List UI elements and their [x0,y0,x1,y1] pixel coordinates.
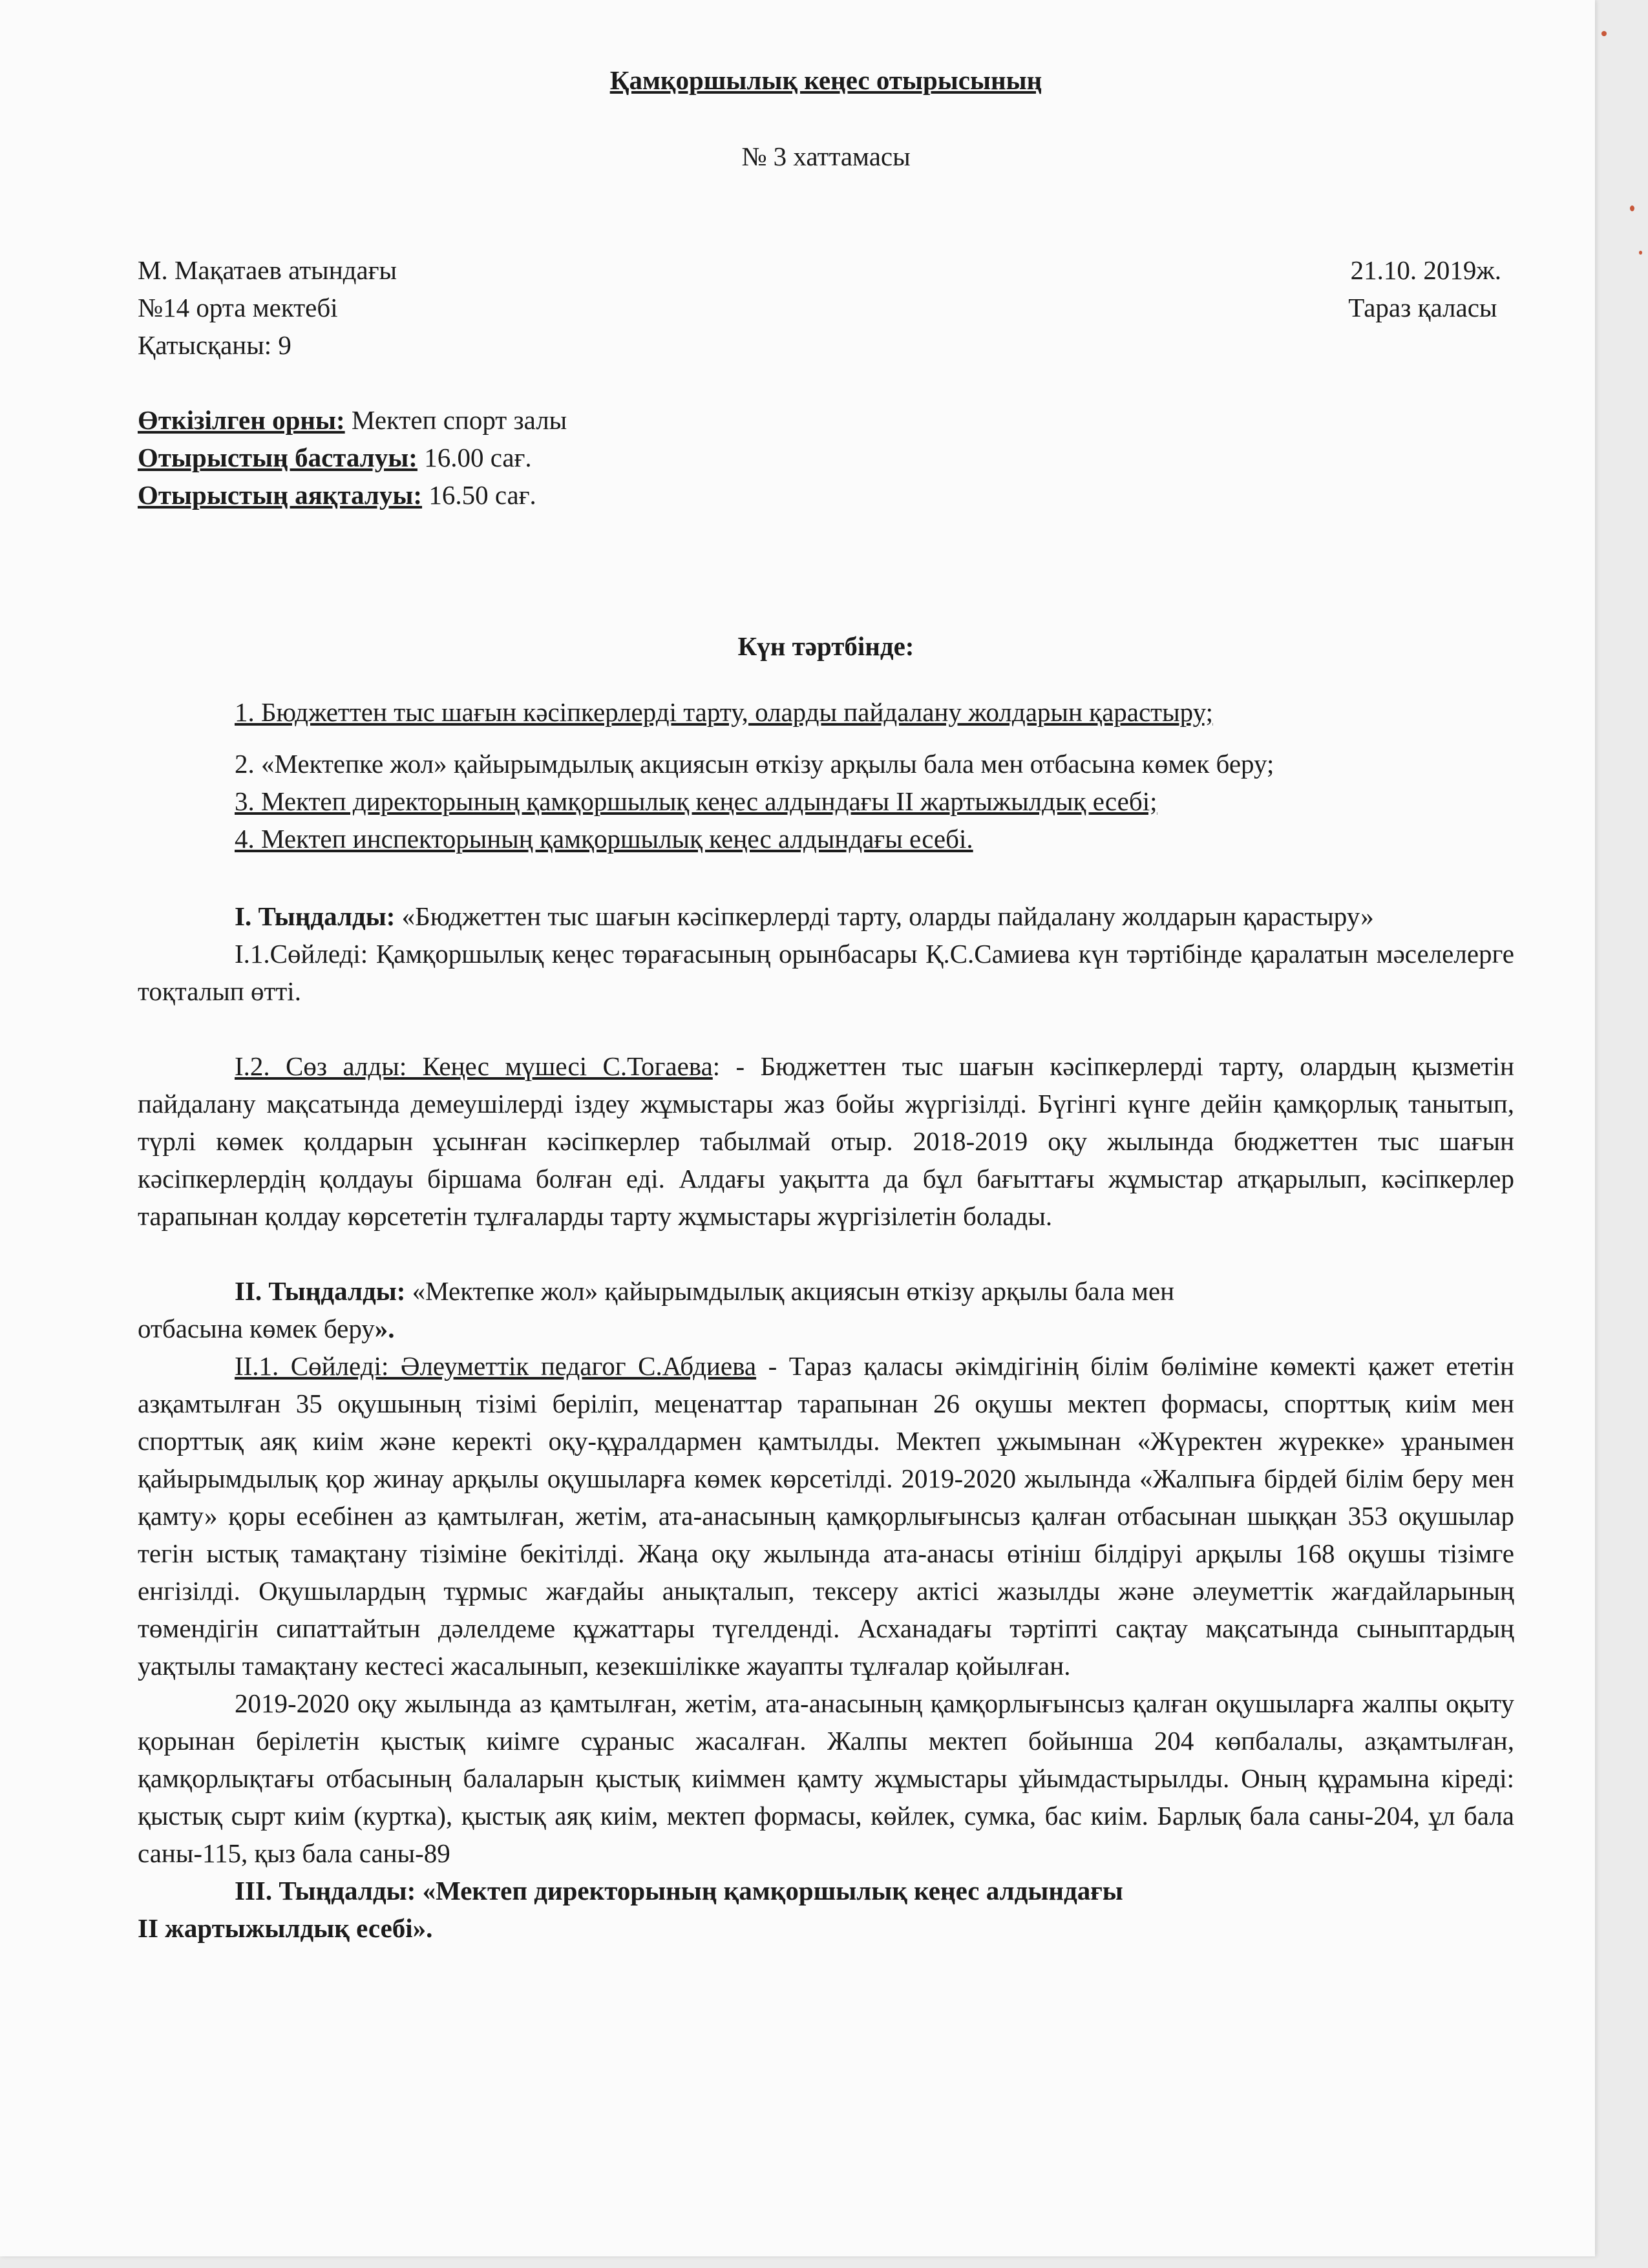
section-3-title-line2: ІІ жартыжылдық есебі». [138,1913,433,1943]
venue-place-value: Мектеп спорт залы [344,405,567,435]
paper-mark [1630,205,1634,211]
agenda-item: 1. Бюджеттен тыс шағын кәсіпкерлерді тарту, оларды пайдалану жолдарын қарастыру; [235,697,1213,727]
section-1-2 [138,1047,1514,1235]
agenda-item: 4. Мектеп инспекторының қамқоршылық кеңес алдындағы есебі. [235,824,973,854]
section-1-2-text: : - Бюджеттен тыс шағын кәсіпкерлерді тарту, олардың қызметін пайдалану мақсатында демеушілерді іздеу жұмыстары жаз бойы жүргізілді. Бүгінгі күнге дейін қамқорлық танытып, түрлі көмек қолдарын ұсынған кәсіпкерлер табылмай отыр. 2018-2019 оқу жылында бюджеттен тыс шағын кәсіпкерлердің қолдауы біршама болған еді. Алдағы уақытта да бұл бағыттағы жұмыстар атқарылып, кәсіпкерлер тарапынан қолдау көрсететін тұлғаларды тарту жұмыстары жүргізілетін болады. [138,1051,1514,1231]
venue-place [138,401,1514,439]
paper-mark [1601,31,1607,36]
venue-block [138,401,1514,514]
venue-start [138,439,1514,476]
section-2-title-end: ». [374,1314,395,1343]
protocol-number: № 3 хаттамасы [741,142,911,171]
section-2-1-lead: ІІ.1. Сөйледі: Әлеуметтік педагог С.Абдиева [235,1351,757,1381]
agenda-item: 2. «Мектепке жол» қайырымдылық акциясын өткізу арқылы бала мен отбасына көмек беру; [235,749,1274,779]
attendance: Қатысқаны: 9 [138,330,291,360]
meeting-date: 21.10. 2019ж. [1350,255,1501,285]
school-info [138,251,397,364]
venue-start-label: Отырыстың басталуы: [138,443,417,472]
agenda-item: 3. Мектеп директорының қамқоршылық кеңес алдындағы ІІ жартыжылдық есебі; [235,786,1157,816]
paper-mark [1639,251,1642,255]
date-place [1344,251,1514,364]
section-3-heading [138,1872,1514,1947]
agenda-list [138,693,1514,857]
section-2-label: ІІ. Тыңдалды: [235,1276,412,1306]
section-1-heading [138,898,1514,935]
section-2-title: «Мектепке жол» қайырымдылық акциясын өткізу арқылы бала мен [412,1276,1175,1306]
section-3-title-line1: ІІІ. Тыңдалды: «Мектеп директорының қамқоршылық кеңес алдындағы [235,1876,1123,1906]
venue-end-value: 16.50 сағ. [422,480,536,510]
document-body [138,61,1514,1947]
venue-end-label: Отырыстың аяқталуы: [138,480,423,510]
venue-end [138,476,1514,514]
section-1-label: І. Тыңдалды: [235,901,402,931]
section-1-2-lead: І.2. Сөз алды: Кеңес мүшесі С.Тогаева [235,1051,713,1081]
section-2-heading [138,1272,1514,1347]
document-title: Қамқоршылық кеңес отырысының [609,65,1042,95]
venue-place-label: Өткізілген орны: [138,405,345,435]
section-1-title: «Бюджеттен тыс шағын кәсіпкерлерді тарту, оларды пайдалану жолдарын қарастыру» [401,901,1374,931]
school-name-line1: М. Мақатаев атындағы [138,255,397,285]
section-2-2: 2019-2020 оқу жылында аз қамтылған, жетім, ата-анасының қамқорлығынсыз қалған оқушыларға жалпы оқыту қорынан берілетін қыстық киімге сұраныс жасалған. Жалпы мектеп бойынша 204 көпбалалы, азқамтылған, қамқорлықтағы отбасының балаларын қыстық киіммен қамту жұмыстары ұйымдастырылды. Оның құрамына кіреді: қыстық сырт киім (куртка), қыстық аяқ киім, мектеп формасы, көйлек, сумка, бас киім. Барлық бала саны-204, ұл бала саны-115, қыз бала саны-89 [138,1688,1514,1868]
school-name-line2: №14 орта мектебі [138,293,338,322]
meeting-city: Тараз қаласы [1348,293,1497,322]
section-1-1: І.1.Сөйледі: Қамқоршылық кеңес төрағасының орынбасары Қ.С.Самиева күн тәртібінде қаралатын мәселелерге тоқталып өтті. [138,939,1514,1006]
section-2-title-cont: отбасына көмек беру [138,1314,375,1343]
venue-start-value: 16.00 сағ. [417,443,532,472]
agenda-title: Күн тәртбінде: [737,631,914,661]
section-2-1-text: - Тараз қаласы әкімдігінің білім бөліміне көмекті қажет ететін азқамтылған 35 оқушының тізімі беріліп, меценаттар тарапынан 26 оқушы мектеп формасы, спорттық киім мен спорттық аяқ киім және керекті оқу-құралдармен қамтылды. Мектеп ұжымынан «Жүректен жүрекке» ұранымен қайырымдылық қор жинау арқылы оқушыларға көмек көрсетілді. 2019-2020 жылында «Жалпыға бірдей білім беру мен қамту» қоры есебінен аз қамтылған, жетім, ата-анасының қамқорлығынсыз қалған отбасынан шыққан 353 оқушылар тегін ыстық тамақтану тізіміне бекітілді. Жаңа оқу жылында ата-анасы өтініш білдіруі арқылы 168 оқушы тізімге енгізілді. Оқушылардың тұрмыс жағдайы анықталып, тексеру актісі жазылды және әлеуметтік жағдайларының төмендігін сипаттайтын дәлелдеме құжаттары түгелденді. Асханадағы тәртіпті сақтау мақсатында сыныптардың уақтылы тамақтану кестесі жасалынып, кезекшілікке жауапты тұлғалар қойылған. [138,1351,1514,1681]
meta-block [138,251,1514,364]
section-2-1 [138,1347,1514,1685]
